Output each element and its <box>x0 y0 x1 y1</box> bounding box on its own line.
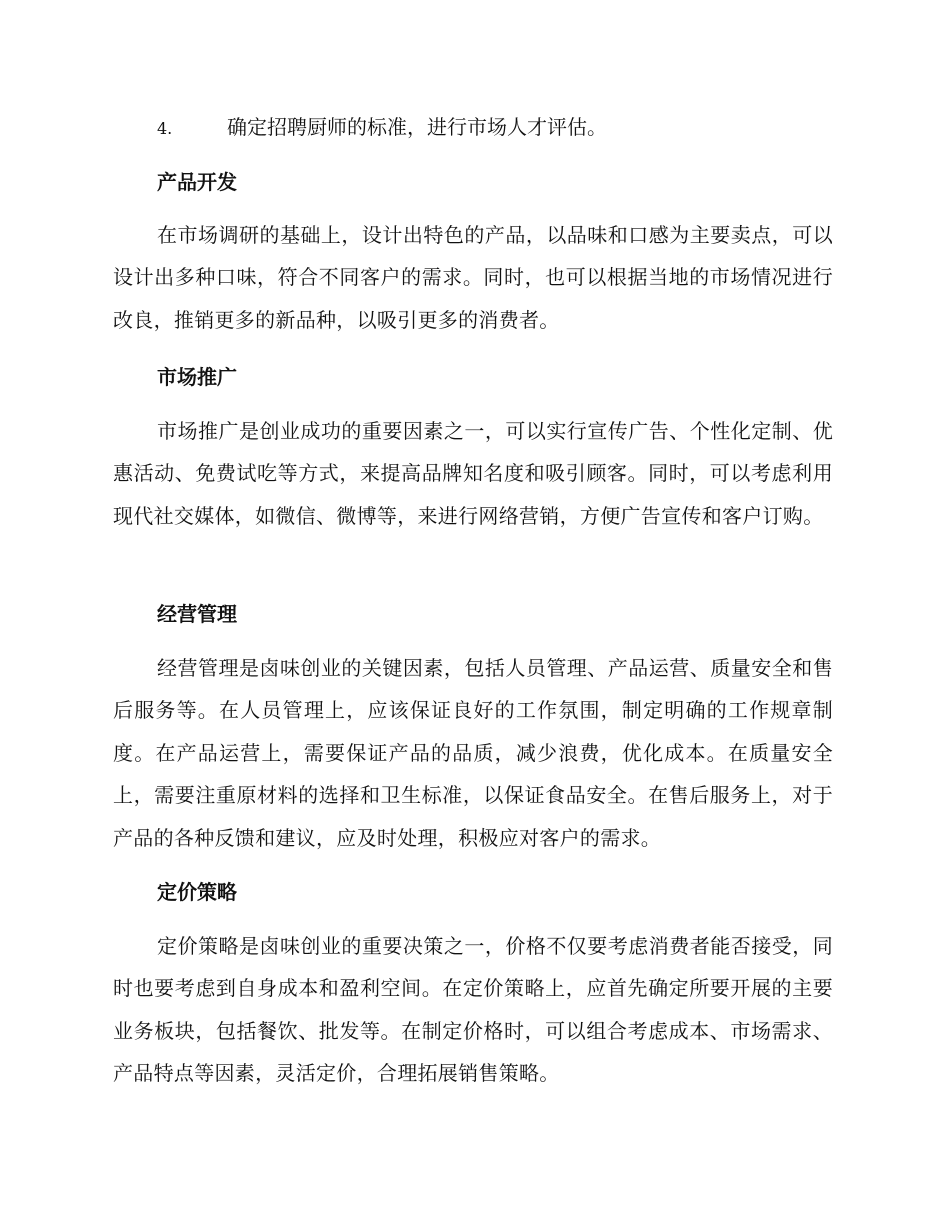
heading-pricing-strategy: 定价策略 <box>157 880 237 904</box>
paragraph-pricing-strategy: 定价策略是卤味创业的重要决策之一，价格不仅要考虑消费者能否接受，同时也要考虑到自身成本和盈利空间。在定价策略上，应首先确定所要开展的主要业务板块，包括餐饮、批发等。在制定价格时，可以组合考虑成本、市场需求、产品特点等因素，灵活定价，合理拓展销售策略。 <box>113 934 833 1086</box>
paragraph-marketing: 市场推广是创业成功的重要因素之一，可以实行宣传广告、个性化定制、优惠活动、免费试吃等方式，来提高品牌知名度和吸引顾客。同时，可以考虑利用现代社交媒体，如微信、微博等，来进行网络营销，方便广告宣传和客户订购。 <box>113 419 833 528</box>
heading-product-development: 产品开发 <box>157 170 237 194</box>
paragraph-product-development: 在市场调研的基础上，设计出特色的产品，以品味和口感为主要卖点，可以设计出多种口味，符合不同客户的需求。同时，也可以根据当地的市场情况进行改良，推销更多的新品种，以吸引更多的消费者。 <box>113 223 833 332</box>
heading-marketing: 市场推广 <box>157 365 237 389</box>
list-number: 4. <box>157 119 173 138</box>
heading-operations-management: 经营管理 <box>157 602 237 626</box>
paragraph-operations-management: 经营管理是卤味创业的关键因素，包括人员管理、产品运营、质量安全和售后服务等。在人员管理上，应该保证良好的工作氛围，制定明确的工作规章制度。在产品运营上，需要保证产品的品质，减少浪费，优化成本。在质量安全上，需要注重原材料的选择和卫生标准，以保证食品安全。在售后服务上，对于产品的各种反馈和建议，应及时处理，积极应对客户的需求。 <box>113 656 833 850</box>
list-item-4 <box>157 112 607 144</box>
list-item-text: 确定招聘厨师的标准，进行市场人才评估。 <box>227 115 607 139</box>
